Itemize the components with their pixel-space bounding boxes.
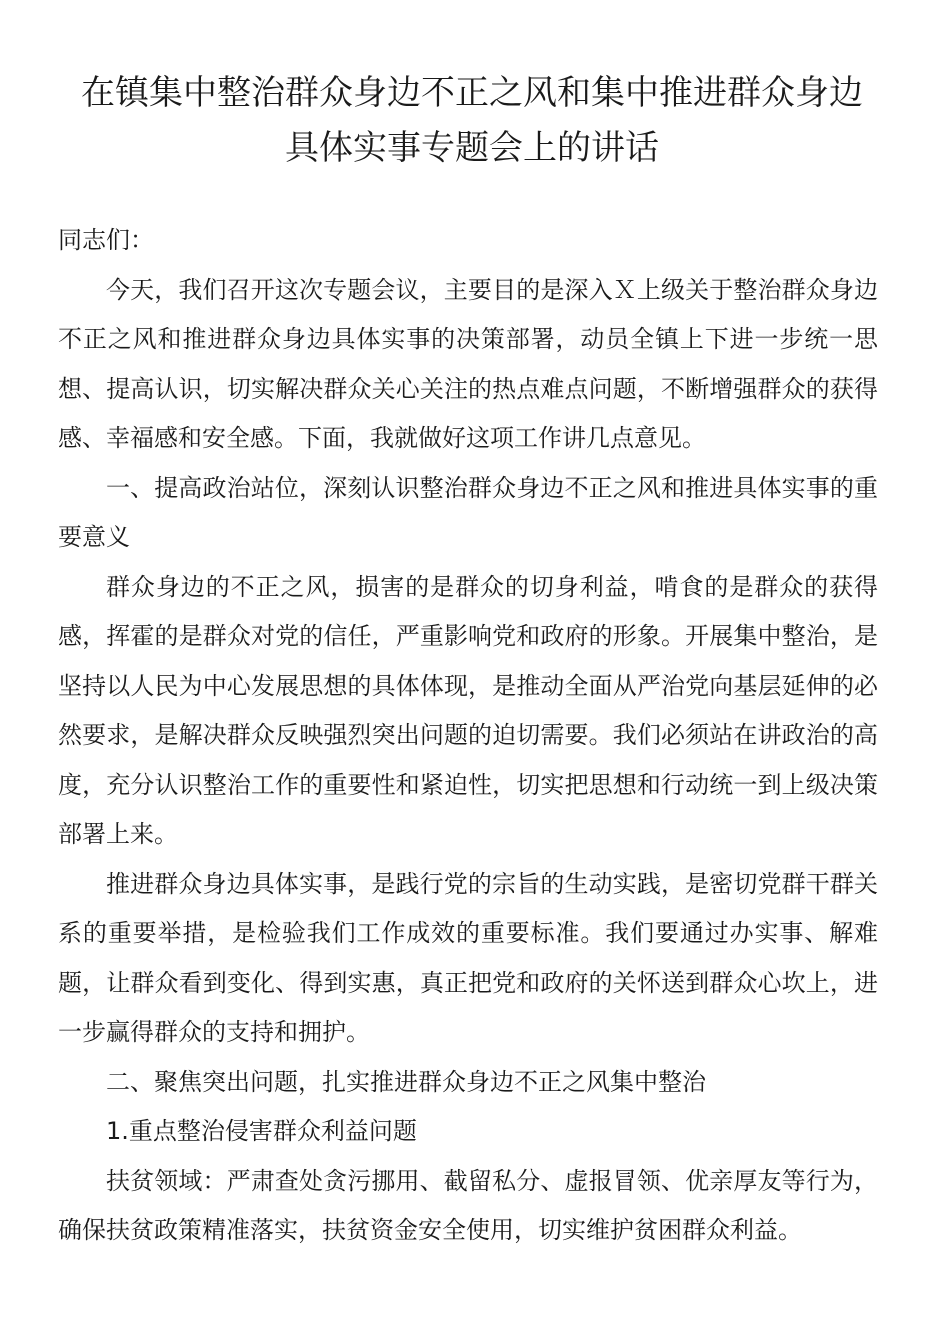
title-line-2: 具体实事专题会上的讲话 xyxy=(285,128,659,168)
section-heading-1: 一、提高政治站位，深刻认识整治群众身边不正之风和推进具体实事的重要意义 xyxy=(58,473,878,551)
salutation: 同志们： xyxy=(58,226,154,254)
document-title xyxy=(58,66,878,176)
document-body xyxy=(58,216,878,1256)
title-line-1: 在镇集中整治群众身边不正之风和集中推进群众身边 xyxy=(81,73,863,113)
paragraph-practical-matters: 推进群众身边具体实事，是践行党的宗旨的生动实践，是密切党群干群关系的重要举措，是检验我们工作成效的重要标准。我们要通过办实事、解难题，让群众看到变化、得到实惠，真正把党和政府的关怀送到群众心坎上，进一步赢得群众的支持和拥护。 xyxy=(58,869,878,1046)
section-heading-2: 二、聚焦突出问题，扎实推进群众身边不正之风集中整治 xyxy=(106,1067,706,1096)
subsection-heading-1: 1.重点整治侵害群众利益问题 xyxy=(106,1117,417,1145)
paragraph-poverty-field: 扶贫领域：严肃查处贪污挪用、截留私分、虚报冒领、优亲厚友等行为，确保扶贫政策精准落实，扶贫资金安全使用，切实维护贫困群众利益。 xyxy=(58,1166,878,1244)
paragraph-intro: 今天，我们召开这次专题会议，主要目的是深入Ｘ上级关于整治群众身边不正之风和推进群众身边具体实事的决策部署，动员全镇上下进一步统一思想、提高认识，切实解决群众关心关注的热点难点问题，不断增强群众的获得感、幸福感和安全感。下面，我就做好这项工作讲几点意见。 xyxy=(58,275,878,452)
paragraph-unhealthy-practices: 群众身边的不正之风，损害的是群众的切身利益，啃食的是群众的获得感，挥霍的是群众对党的信任，严重影响党和政府的形象。开展集中整治，是坚持以人民为中心发展思想的具体体现，是推动全面从严治党向基层延伸的必然要求，是解决群众反映强烈突出问题的迫切需要。我们必须站在讲政治的高度，充分认识整治工作的重要性和紧迫性，切实把思想和行动统一到上级决策部署上来。 xyxy=(58,572,878,848)
